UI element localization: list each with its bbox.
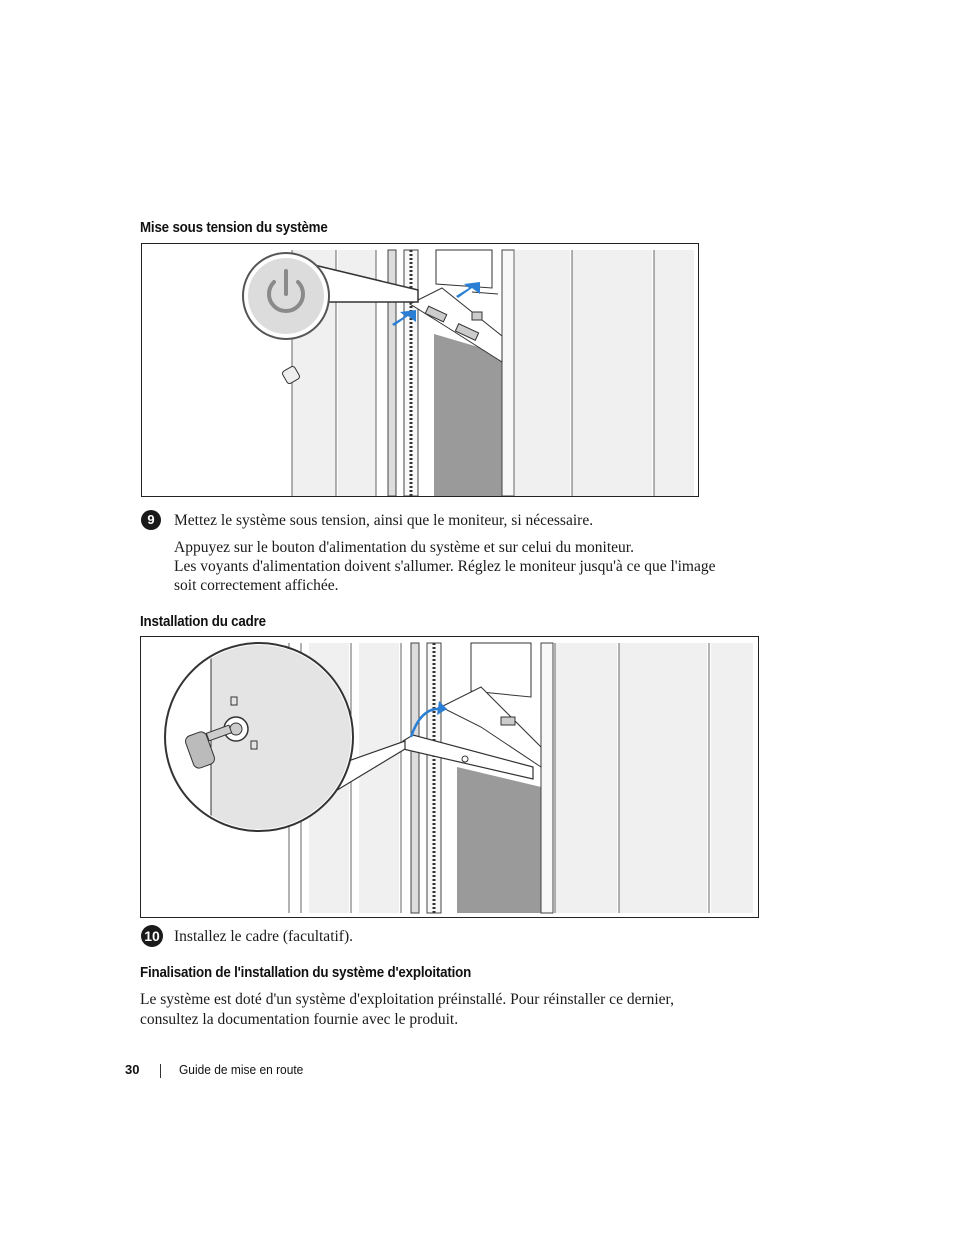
step-text-10: Installez le cadre (facultatif). bbox=[174, 928, 353, 945]
footer-divider bbox=[160, 1064, 161, 1078]
step-text-9: Mettez le système sous tension, ainsi que le moniteur, si nécessaire. bbox=[174, 512, 594, 529]
section-title-power: Mise sous tension du système bbox=[140, 220, 328, 236]
step-number-10: 10 bbox=[141, 925, 163, 947]
figure-power-on bbox=[141, 243, 699, 497]
step-number-9: 9 bbox=[141, 510, 161, 530]
footer-doc-title: Guide de mise en route bbox=[179, 1062, 304, 1077]
figure-bezel-install bbox=[140, 636, 759, 918]
monitor bbox=[436, 250, 492, 288]
section-title-os: Finalisation de l'installation du système d'exploitation bbox=[140, 965, 472, 981]
power-illustration bbox=[142, 244, 698, 496]
os-body-line-1: Le système est doté d'un système d'exploitation préinstallé. Pour réinstaller ce dernier, bbox=[140, 991, 674, 1008]
os-body-line-2: consultez la documentation fournie avec le produit. bbox=[140, 1011, 459, 1028]
section-title-bezel: Installation du cadre bbox=[140, 614, 266, 630]
power-detail-line-2: Les voyants d'alimentation doivent s'allumer. Réglez le moniteur jusqu'à ce que l'image bbox=[174, 558, 716, 575]
power-detail-line-1: Appuyez sur le bouton d'alimentation du système et sur celui du moniteur. bbox=[174, 539, 634, 556]
bezel-illustration bbox=[141, 637, 758, 917]
rack-interior bbox=[434, 334, 502, 496]
power-detail-line-3: soit correctement affichée. bbox=[174, 577, 339, 594]
page-number: 30 bbox=[125, 1062, 140, 1077]
